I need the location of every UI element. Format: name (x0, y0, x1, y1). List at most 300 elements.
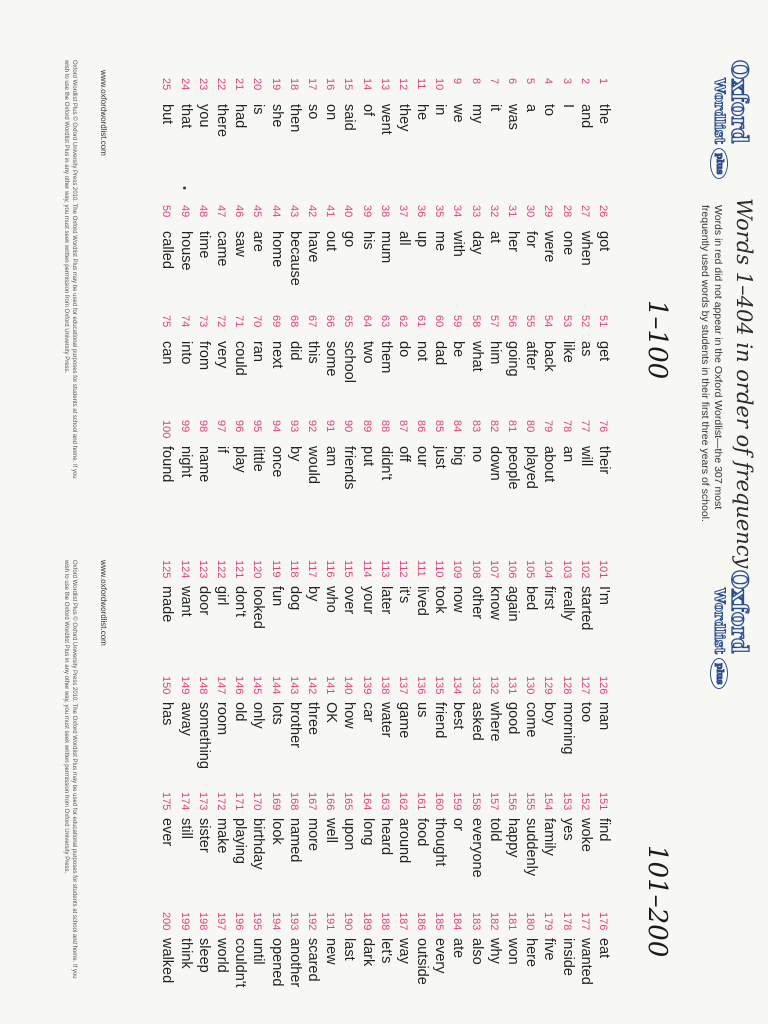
word: not (414, 341, 431, 362)
oxford-wordlist-logo-left: Oxford Wordlistplus (710, 60, 750, 180)
word-entry (486, 205, 504, 286)
rank-number: 58 (469, 315, 482, 328)
word-entry (431, 792, 449, 878)
word-entry (413, 560, 431, 630)
word-entry (158, 315, 176, 383)
rank-number: 85 (433, 420, 446, 433)
word: walked (159, 938, 176, 984)
word-entry (468, 912, 486, 988)
rank-number: 182 (487, 912, 500, 931)
word-entry (577, 420, 595, 490)
rank-number: 73 (196, 315, 209, 328)
word: man (596, 702, 612, 731)
rank-number: 13 (378, 78, 391, 91)
word-entry (377, 420, 395, 490)
word-entry (213, 560, 231, 630)
word-entry (249, 315, 267, 383)
word: something (195, 702, 212, 769)
word: him (486, 341, 503, 365)
word: ever (159, 818, 176, 847)
rank-number: 44 (269, 205, 282, 218)
word: going (505, 341, 522, 377)
rank-number: 116 (324, 560, 337, 578)
word: with (450, 231, 467, 257)
word-entry (504, 315, 522, 383)
word-entry (522, 315, 540, 383)
right-panel-column (158, 560, 613, 630)
rank-number: 177 (578, 912, 591, 931)
rank-number: 155 (524, 792, 537, 811)
word: about (541, 446, 558, 483)
word: suddenly (523, 818, 540, 877)
word-entry (249, 78, 267, 137)
rank-number: 104 (542, 560, 555, 579)
word: make (214, 818, 231, 854)
rank-number: 172 (215, 792, 228, 811)
rank-number: 4 (542, 78, 555, 85)
word-entry (486, 78, 504, 137)
rank-number: 200 (160, 912, 173, 931)
word-entry (577, 315, 595, 383)
rank-number: 147 (215, 676, 228, 695)
word: food (414, 818, 431, 847)
rank-number: 150 (160, 676, 173, 695)
word: morning (559, 702, 576, 755)
rank-number: 149 (178, 676, 191, 695)
word-entry (431, 78, 449, 137)
word: night (177, 446, 194, 478)
rank-number: 92 (306, 420, 318, 433)
word-entry (286, 912, 304, 988)
word-entry (468, 205, 486, 286)
word: there (214, 104, 231, 138)
rank-number: 7 (487, 78, 500, 85)
rank-number: 1 (597, 78, 609, 85)
plus-badge: plus (710, 658, 728, 689)
word-entry (177, 792, 195, 878)
rank-number: 186 (415, 912, 428, 931)
word-entry (486, 315, 504, 383)
left-panel-column (158, 205, 613, 286)
word-entry (267, 315, 285, 383)
word: house (177, 231, 194, 271)
page-title: Words 1–404 in order of frequency (732, 198, 756, 569)
rank-number: 49 (178, 205, 191, 218)
word-entry (358, 205, 376, 286)
word-entry (158, 205, 176, 286)
word-entry (558, 315, 576, 383)
word: sleep (195, 938, 212, 973)
rank-number: 53 (560, 315, 573, 328)
word-entry (522, 676, 540, 769)
word-entry (340, 205, 358, 286)
word-entry (249, 912, 267, 988)
word-entry (267, 676, 285, 769)
rank-number: 100 (160, 420, 173, 439)
word: got (596, 231, 612, 252)
word: big (450, 446, 467, 466)
word-entry (304, 676, 322, 769)
word-entry (595, 912, 613, 988)
rank-number: 68 (287, 315, 300, 328)
rank-number: 48 (196, 205, 209, 218)
word: like (559, 341, 576, 363)
word: your (359, 586, 376, 615)
word: by (286, 446, 303, 462)
rank-number: 51 (597, 315, 609, 328)
word: by (305, 586, 321, 602)
word-entry (468, 676, 486, 769)
word-entry (486, 560, 504, 630)
word-entry (413, 420, 431, 490)
rank-number: 84 (451, 420, 464, 433)
rank-number: 42 (306, 205, 318, 218)
word: an (559, 446, 576, 463)
word: very (214, 341, 231, 369)
rank-number: 197 (215, 912, 228, 931)
word-entry (249, 420, 267, 490)
word-entry (522, 560, 540, 630)
word: so (305, 104, 321, 120)
word-entry (249, 676, 267, 769)
rank-number: 132 (487, 676, 500, 695)
rank-number: 166 (324, 792, 337, 811)
word: of (359, 104, 376, 117)
word: his (359, 231, 376, 250)
word-entry (377, 78, 395, 137)
word-entry (267, 792, 285, 878)
word: once (268, 446, 285, 478)
rank-number: 9 (451, 78, 464, 85)
word-entry (449, 560, 467, 630)
rank-number: 113 (378, 560, 391, 578)
word-entry (431, 315, 449, 383)
rank-number: 111 (415, 560, 428, 577)
rank-number: 36 (415, 205, 428, 218)
word-entry (486, 420, 504, 490)
rank-number: 57 (487, 315, 500, 328)
word: out (323, 231, 340, 252)
word: saw (232, 231, 249, 257)
rank-number: 196 (233, 912, 246, 931)
word: heard (377, 818, 394, 856)
word: girl (214, 586, 231, 606)
word: are (250, 231, 267, 252)
word: if (214, 446, 231, 454)
rank-number: 120 (251, 560, 264, 579)
rank-number: 77 (578, 420, 591, 433)
word: into (177, 341, 194, 365)
word: a (523, 104, 540, 113)
rank-number: 15 (342, 78, 355, 91)
rank-number: 165 (342, 792, 355, 811)
word: what (468, 341, 485, 372)
word-entry (395, 78, 413, 137)
word-entry (158, 792, 176, 878)
right-panel-column (158, 792, 613, 878)
word-entry (231, 912, 249, 988)
word-entry (340, 78, 358, 137)
word: looked (250, 586, 267, 629)
rank-number: 11 (415, 78, 428, 90)
word-entry (358, 560, 376, 630)
word-entry (286, 676, 304, 769)
word: sister (195, 818, 212, 853)
word-entry (558, 78, 576, 137)
rank-number: 121 (233, 560, 246, 579)
word-entry (449, 676, 467, 769)
stray-dot: • (178, 186, 190, 190)
word-entry (522, 912, 540, 988)
rank-number: 74 (178, 315, 191, 328)
word-entry (231, 676, 249, 769)
rank-number: 110 (433, 560, 446, 578)
word-entry (177, 420, 195, 490)
rank-number: 167 (306, 792, 318, 811)
word: good (505, 702, 522, 735)
rank-number: 24 (178, 78, 191, 91)
rank-number: 154 (542, 792, 555, 811)
word: well (323, 818, 340, 844)
word-entry (468, 792, 486, 878)
word: mum (377, 231, 394, 264)
rank-number: 30 (524, 205, 537, 218)
word-entry (595, 676, 613, 769)
word: why (486, 938, 503, 964)
rank-number: 6 (506, 78, 519, 85)
word: over (341, 586, 358, 615)
rank-number: 67 (306, 315, 318, 328)
word: water (377, 702, 394, 738)
left-panel-column (158, 420, 613, 490)
word: birthday (250, 818, 267, 870)
word: five (541, 938, 558, 961)
word: time (195, 231, 212, 259)
word-entry (558, 560, 576, 630)
word-entry (468, 420, 486, 490)
rank-number: 16 (324, 78, 337, 91)
word-entry (395, 205, 413, 286)
rank-number: 97 (215, 420, 228, 433)
word: way (395, 938, 412, 964)
word: in (432, 104, 449, 116)
word-entry (504, 792, 522, 878)
word-entry (486, 912, 504, 988)
rank-number: 122 (215, 560, 228, 579)
word-entry (395, 676, 413, 769)
rank-number: 189 (360, 912, 373, 931)
word: think (177, 938, 194, 969)
word: playing (232, 818, 249, 864)
word: away (177, 702, 194, 736)
rank-number: 21 (233, 78, 246, 91)
word: still (177, 818, 194, 839)
rank-number: 173 (196, 792, 209, 811)
rank-number: 162 (396, 792, 409, 811)
word-entry (431, 676, 449, 769)
word: be (450, 341, 467, 358)
word-entry (231, 78, 249, 137)
rank-number: 70 (251, 315, 264, 328)
word: home (268, 231, 285, 268)
word-entry (340, 792, 358, 878)
word-entry (158, 560, 176, 630)
word: lots (268, 702, 285, 725)
word: me (432, 231, 449, 252)
rank-number: 35 (433, 205, 446, 218)
word: just (432, 446, 449, 469)
word-entry (449, 78, 467, 137)
rank-number: 19 (269, 78, 282, 91)
rank-number: 108 (469, 560, 482, 579)
rank-number: 54 (542, 315, 555, 328)
word: put (359, 446, 376, 467)
word-entry (213, 912, 231, 988)
word-entry (322, 420, 340, 490)
word-entry (340, 676, 358, 769)
word: happy (505, 818, 522, 858)
word-entry (286, 560, 304, 630)
page-subtitle: Words in red did not appear in the Oxford Wordlist—the 307 most frequently used words by students in their first three years of school. (699, 205, 724, 522)
word: upon (341, 818, 358, 851)
rank-number: 99 (178, 420, 191, 433)
word: find (596, 818, 612, 842)
plus-badge: plus (710, 148, 728, 179)
rank-number: 25 (160, 78, 173, 91)
word: they (395, 104, 412, 132)
rank-number: 119 (269, 560, 282, 578)
rank-number: 61 (415, 315, 428, 328)
word: now (450, 586, 467, 613)
word: dark (359, 938, 376, 967)
rank-number: 91 (324, 420, 337, 433)
word: at (486, 231, 503, 244)
word-entry (286, 420, 304, 490)
word: said (341, 104, 358, 131)
word-entry (558, 676, 576, 769)
word: or (450, 818, 467, 831)
rank-number: 191 (324, 912, 337, 931)
word: name (195, 446, 212, 483)
rank-number: 109 (451, 560, 464, 579)
word: play (232, 446, 249, 473)
rank-number: 40 (342, 205, 355, 218)
rank-number: 60 (433, 315, 446, 328)
word-entry (358, 420, 376, 490)
word: can (159, 341, 176, 365)
word-entry (304, 420, 322, 490)
rank-number: 56 (506, 315, 519, 328)
word: yes (559, 818, 576, 841)
rank-number: 72 (215, 315, 228, 328)
rank-number: 14 (360, 78, 373, 91)
word-entry (468, 315, 486, 383)
rank-number: 107 (487, 560, 500, 579)
word: from (195, 341, 212, 371)
word: off (395, 446, 412, 462)
word: it (486, 104, 503, 112)
word: here (523, 938, 540, 968)
word-entry (577, 205, 595, 286)
rank-number: 62 (396, 315, 409, 328)
word: the (596, 104, 612, 125)
word: opened (268, 938, 285, 987)
word-entry (595, 792, 613, 878)
word-entry (304, 315, 322, 383)
rank-number: 88 (378, 420, 391, 433)
word: three (305, 702, 321, 736)
rank-number: 145 (251, 676, 264, 695)
word: found (159, 446, 176, 483)
word: couldn't (232, 938, 249, 988)
rank-number: 33 (469, 205, 482, 218)
rank-number: 114 (360, 560, 373, 578)
word: also (468, 938, 485, 965)
word: outside (414, 938, 431, 985)
word-entry (558, 912, 576, 988)
word-entry (358, 78, 376, 137)
word-entry (486, 792, 504, 878)
word-entry (177, 315, 195, 383)
word: would (305, 446, 321, 484)
word-entry (158, 78, 176, 137)
rank-number: 187 (396, 912, 409, 931)
word-entry (413, 912, 431, 988)
rank-number: 178 (560, 912, 573, 931)
word: thought (432, 818, 449, 867)
word-entry (395, 315, 413, 383)
word-entry (340, 560, 358, 630)
word: we (450, 104, 467, 123)
word-entry (540, 78, 558, 137)
word-entry (449, 205, 467, 286)
word-entry (377, 912, 395, 988)
rank-number: 168 (287, 792, 300, 811)
word-entry (267, 912, 285, 988)
word: then (286, 104, 303, 133)
word-entry (377, 676, 395, 769)
word: I (559, 104, 576, 109)
word: long (359, 818, 376, 846)
rank-number: 156 (506, 792, 519, 811)
rank-number: 134 (451, 676, 464, 695)
word: lived (414, 586, 431, 616)
rank-number: 32 (487, 205, 500, 218)
word-entry (540, 676, 558, 769)
rank-number: 98 (196, 420, 209, 433)
word: could (232, 341, 249, 376)
rank-number: 96 (233, 420, 246, 433)
rank-number: 102 (578, 560, 591, 579)
copyright-footer-right: Oxford Wordlist Plus © Oxford University Press 2010. The Oxford Wordlist Plus may be used for educational purposes for students at school and home. If you wish to use the Oxford Wordlist Plus in any other way, you must seek written permission from Oxford University Press. (63, 560, 77, 979)
rank-number: 65 (342, 315, 355, 328)
rank-number: 10 (433, 78, 446, 91)
rank-number: 23 (196, 78, 209, 91)
word: another (286, 938, 303, 988)
word-entry (249, 792, 267, 878)
word: family (541, 818, 558, 856)
rank-number: 123 (196, 560, 209, 579)
word-entry (468, 78, 486, 137)
word: come (523, 702, 540, 738)
word-entry (177, 676, 195, 769)
word: have (305, 231, 321, 263)
word-entry (340, 315, 358, 383)
rank-number: 174 (178, 792, 191, 811)
rank-number: 26 (597, 205, 609, 218)
word-entry (431, 912, 449, 988)
rank-number: 105 (524, 560, 537, 579)
